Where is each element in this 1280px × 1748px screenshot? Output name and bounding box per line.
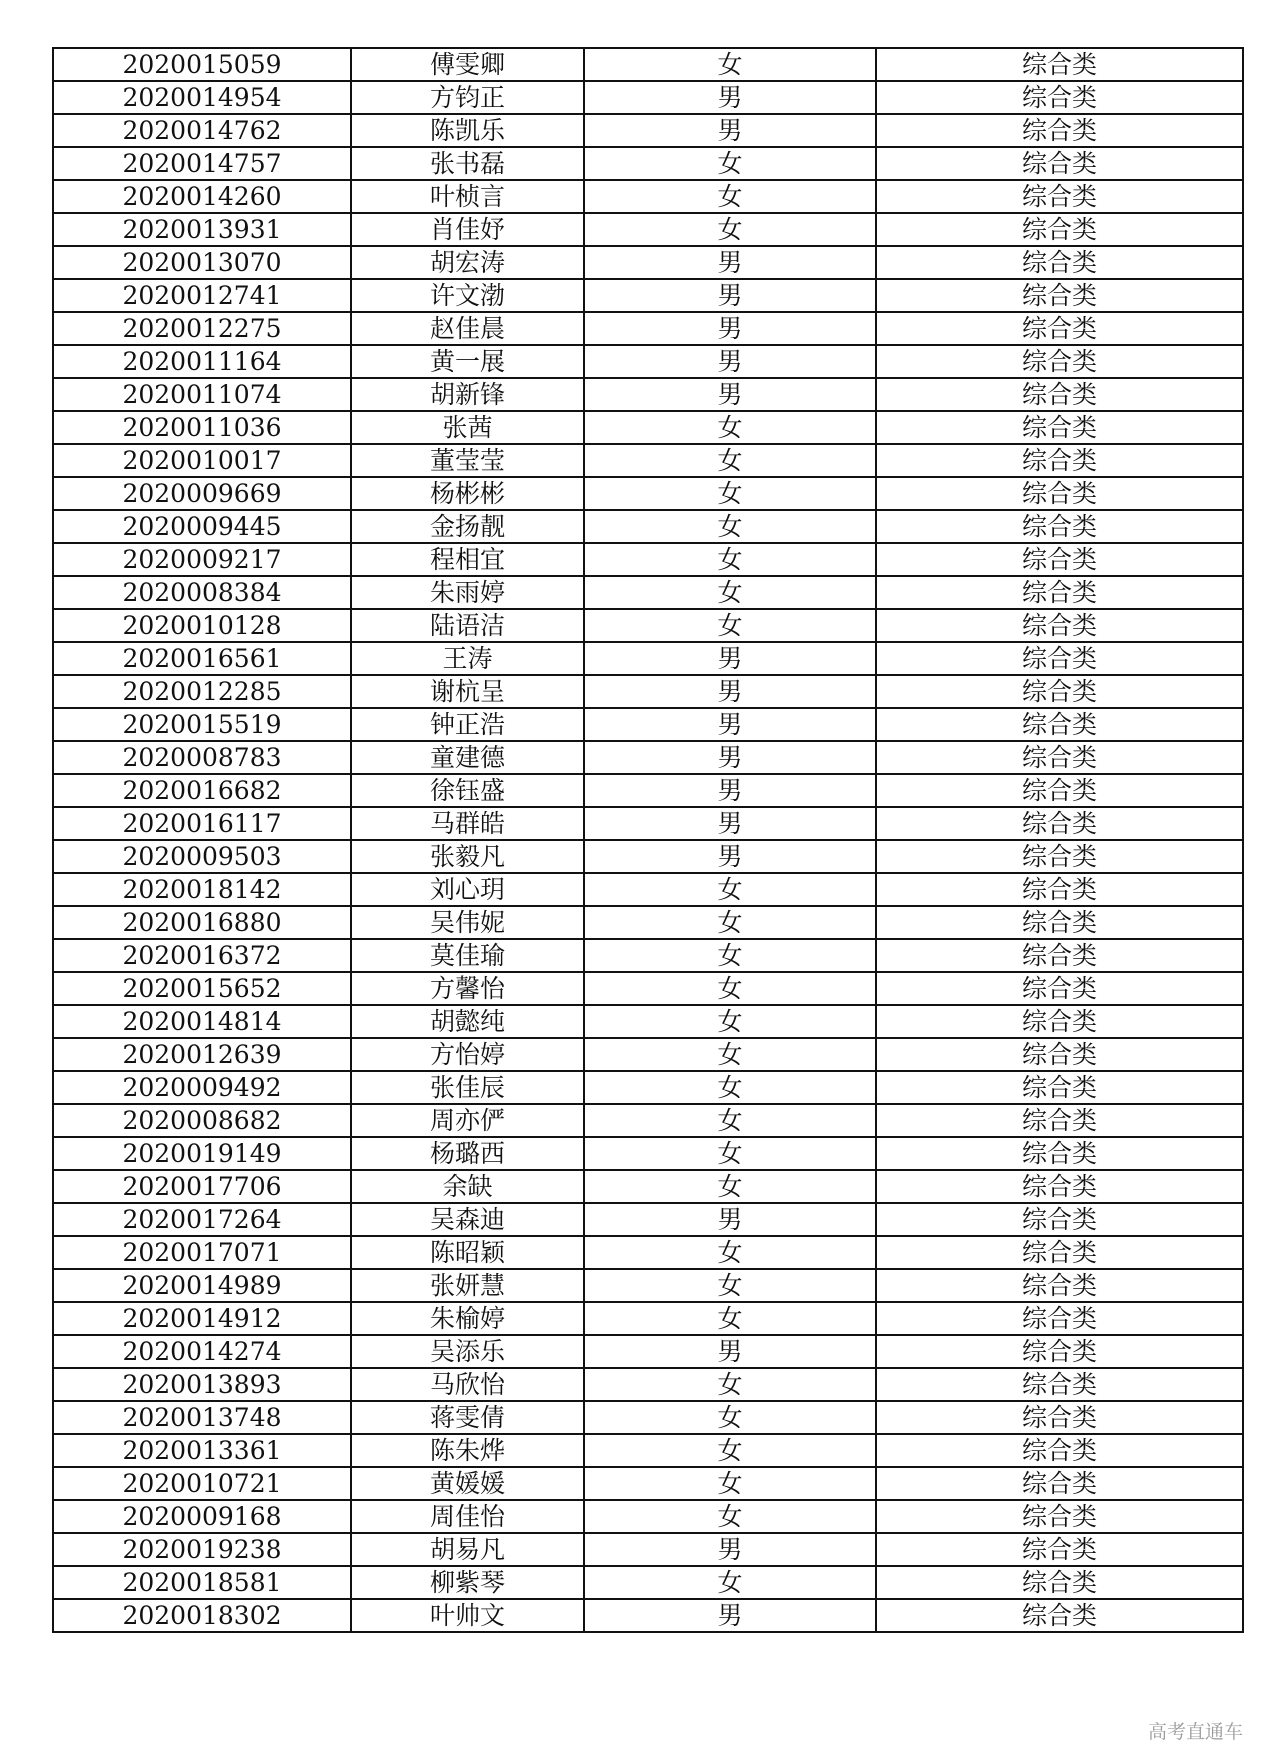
student-id-cell: 2020014954: [53, 81, 351, 114]
category-cell: 综合类: [876, 378, 1243, 411]
table-row: [53, 345, 1243, 378]
student-id-cell: 2020010721: [53, 1467, 351, 1500]
gender-cell: 女: [584, 444, 876, 477]
table-row: [53, 543, 1243, 576]
table-row: [53, 807, 1243, 840]
student-id-cell: 2020015059: [53, 48, 351, 81]
student-id-cell: 2020009445: [53, 510, 351, 543]
name-cell: 莫佳瑜: [351, 939, 584, 972]
name-cell: 钟正浩: [351, 708, 584, 741]
student-id-cell: 2020016682: [53, 774, 351, 807]
gender-cell: 女: [584, 1467, 876, 1500]
category-cell: 综合类: [876, 444, 1243, 477]
category-cell: 综合类: [876, 411, 1243, 444]
watermark-text: 高考直通车: [1148, 1721, 1244, 1743]
table-row: [53, 312, 1243, 345]
student-id-cell: 2020016880: [53, 906, 351, 939]
table-row: [53, 774, 1243, 807]
name-cell: 张佳辰: [351, 1071, 584, 1104]
category-cell: 综合类: [876, 774, 1243, 807]
name-cell: 董莹莹: [351, 444, 584, 477]
student-id-cell: 2020014274: [53, 1335, 351, 1368]
category-cell: 综合类: [876, 279, 1243, 312]
category-cell: 综合类: [876, 1038, 1243, 1071]
student-id-cell: 2020009492: [53, 1071, 351, 1104]
table-row: [53, 411, 1243, 444]
student-id-cell: 2020016561: [53, 642, 351, 675]
table-row: [53, 147, 1243, 180]
category-cell: 综合类: [876, 675, 1243, 708]
student-id-cell: 2020014989: [53, 1269, 351, 1302]
category-cell: 综合类: [876, 510, 1243, 543]
category-cell: 综合类: [876, 1269, 1243, 1302]
gender-cell: 女: [584, 1236, 876, 1269]
gender-cell: 男: [584, 81, 876, 114]
student-id-cell: 2020014762: [53, 114, 351, 147]
student-id-cell: 2020013893: [53, 1368, 351, 1401]
gender-cell: 女: [584, 906, 876, 939]
category-cell: 综合类: [876, 1335, 1243, 1368]
student-id-cell: 2020012741: [53, 279, 351, 312]
student-id-cell: 2020015652: [53, 972, 351, 1005]
name-cell: 周佳怡: [351, 1500, 584, 1533]
category-cell: 综合类: [876, 642, 1243, 675]
name-cell: 胡新锋: [351, 378, 584, 411]
student-id-cell: 2020016117: [53, 807, 351, 840]
student-id-cell: 2020018302: [53, 1599, 351, 1632]
table-row: [53, 213, 1243, 246]
category-cell: 综合类: [876, 1203, 1243, 1236]
category-cell: 综合类: [876, 1170, 1243, 1203]
name-cell: 胡易凡: [351, 1533, 584, 1566]
table-row: [53, 873, 1243, 906]
student-id-cell: 2020008384: [53, 576, 351, 609]
category-cell: 综合类: [876, 114, 1243, 147]
gender-cell: 男: [584, 279, 876, 312]
table-row: [53, 1302, 1243, 1335]
name-cell: 蒋雯倩: [351, 1401, 584, 1434]
name-cell: 余缺: [351, 1170, 584, 1203]
gender-cell: 女: [584, 1071, 876, 1104]
name-cell: 金扬靓: [351, 510, 584, 543]
name-cell: 方馨怡: [351, 972, 584, 1005]
name-cell: 张茜: [351, 411, 584, 444]
name-cell: 赵佳晨: [351, 312, 584, 345]
student-id-cell: 2020016372: [53, 939, 351, 972]
gender-cell: 女: [584, 411, 876, 444]
student-id-cell: 2020014912: [53, 1302, 351, 1335]
gender-cell: 女: [584, 1137, 876, 1170]
gender-cell: 女: [584, 972, 876, 1005]
student-id-cell: 2020017071: [53, 1236, 351, 1269]
gender-cell: 女: [584, 1269, 876, 1302]
name-cell: 傅雯卿: [351, 48, 584, 81]
name-cell: 张妍慧: [351, 1269, 584, 1302]
table-row: [53, 1203, 1243, 1236]
gender-cell: 女: [584, 1368, 876, 1401]
student-id-cell: 2020012285: [53, 675, 351, 708]
table-row: [53, 939, 1243, 972]
gender-cell: 女: [584, 576, 876, 609]
student-id-cell: 2020014757: [53, 147, 351, 180]
name-cell: 胡宏涛: [351, 246, 584, 279]
name-cell: 柳紫琴: [351, 1566, 584, 1599]
category-cell: 综合类: [876, 807, 1243, 840]
table-row: [53, 576, 1243, 609]
category-cell: 综合类: [876, 543, 1243, 576]
category-cell: 综合类: [876, 906, 1243, 939]
category-cell: 综合类: [876, 1104, 1243, 1137]
gender-cell: 女: [584, 510, 876, 543]
gender-cell: 男: [584, 345, 876, 378]
table-row: [53, 1038, 1243, 1071]
name-cell: 吴添乐: [351, 1335, 584, 1368]
category-cell: 综合类: [876, 708, 1243, 741]
category-cell: 综合类: [876, 312, 1243, 345]
gender-cell: 男: [584, 642, 876, 675]
gender-cell: 男: [584, 1533, 876, 1566]
name-cell: 陆语洁: [351, 609, 584, 642]
name-cell: 杨璐西: [351, 1137, 584, 1170]
student-id-cell: 2020013361: [53, 1434, 351, 1467]
student-id-cell: 2020011164: [53, 345, 351, 378]
student-id-cell: 2020008783: [53, 741, 351, 774]
gender-cell: 女: [584, 939, 876, 972]
student-id-cell: 2020009168: [53, 1500, 351, 1533]
gender-cell: 女: [584, 147, 876, 180]
student-id-cell: 2020015519: [53, 708, 351, 741]
category-cell: 综合类: [876, 609, 1243, 642]
name-cell: 杨彬彬: [351, 477, 584, 510]
student-id-cell: 2020012639: [53, 1038, 351, 1071]
table-row: [53, 708, 1243, 741]
category-cell: 综合类: [876, 840, 1243, 873]
name-cell: 黄一展: [351, 345, 584, 378]
name-cell: 张毅凡: [351, 840, 584, 873]
name-cell: 童建德: [351, 741, 584, 774]
gender-cell: 男: [584, 1599, 876, 1632]
category-cell: 综合类: [876, 147, 1243, 180]
table-row: [53, 1005, 1243, 1038]
gender-cell: 男: [584, 840, 876, 873]
category-cell: 综合类: [876, 741, 1243, 774]
category-cell: 综合类: [876, 1137, 1243, 1170]
gender-cell: 女: [584, 1170, 876, 1203]
gender-cell: 女: [584, 1566, 876, 1599]
student-id-cell: 2020019149: [53, 1137, 351, 1170]
name-cell: 刘心玥: [351, 873, 584, 906]
name-cell: 吴伟妮: [351, 906, 584, 939]
gender-cell: 女: [584, 1104, 876, 1137]
student-id-cell: 2020019238: [53, 1533, 351, 1566]
student-id-cell: 2020010017: [53, 444, 351, 477]
table-row: [53, 1236, 1243, 1269]
name-cell: 马群皓: [351, 807, 584, 840]
student-id-cell: 2020010128: [53, 609, 351, 642]
table-row: [53, 1434, 1243, 1467]
table-row: [53, 741, 1243, 774]
student-id-cell: 2020011036: [53, 411, 351, 444]
name-cell: 徐钰盛: [351, 774, 584, 807]
table-row: [53, 1467, 1243, 1500]
table-row: [53, 1104, 1243, 1137]
gender-cell: 女: [584, 1434, 876, 1467]
table-row: [53, 279, 1243, 312]
gender-cell: 男: [584, 378, 876, 411]
name-cell: 王涛: [351, 642, 584, 675]
name-cell: 叶桢言: [351, 180, 584, 213]
category-cell: 综合类: [876, 477, 1243, 510]
table-row: [53, 180, 1243, 213]
category-cell: 综合类: [876, 1500, 1243, 1533]
category-cell: 综合类: [876, 246, 1243, 279]
name-cell: 谢杭呈: [351, 675, 584, 708]
category-cell: 综合类: [876, 1566, 1243, 1599]
gender-cell: 女: [584, 48, 876, 81]
student-id-cell: 2020014814: [53, 1005, 351, 1038]
student-id-cell: 2020017706: [53, 1170, 351, 1203]
student-id-cell: 2020008682: [53, 1104, 351, 1137]
name-cell: 陈凯乐: [351, 114, 584, 147]
name-cell: 朱雨婷: [351, 576, 584, 609]
name-cell: 方怡婷: [351, 1038, 584, 1071]
student-id-cell: 2020013931: [53, 213, 351, 246]
gender-cell: 女: [584, 1302, 876, 1335]
name-cell: 方钧正: [351, 81, 584, 114]
name-cell: 叶帅文: [351, 1599, 584, 1632]
student-id-cell: 2020012275: [53, 312, 351, 345]
table-row: [53, 1500, 1243, 1533]
name-cell: 马欣怡: [351, 1368, 584, 1401]
table-row: [53, 642, 1243, 675]
name-cell: 吴森迪: [351, 1203, 584, 1236]
table-row: [53, 609, 1243, 642]
student-id-cell: 2020009503: [53, 840, 351, 873]
table-row: [53, 477, 1243, 510]
name-cell: 胡懿纯: [351, 1005, 584, 1038]
gender-cell: 女: [584, 609, 876, 642]
category-cell: 综合类: [876, 576, 1243, 609]
table-row: [53, 510, 1243, 543]
category-cell: 综合类: [876, 1236, 1243, 1269]
name-cell: 肖佳妤: [351, 213, 584, 246]
table-row: [53, 48, 1243, 81]
table-row: [53, 81, 1243, 114]
category-cell: 综合类: [876, 1599, 1243, 1632]
category-cell: 综合类: [876, 1434, 1243, 1467]
gender-cell: 男: [584, 312, 876, 345]
table-row: [53, 840, 1243, 873]
gender-cell: 女: [584, 1500, 876, 1533]
category-cell: 综合类: [876, 1401, 1243, 1434]
gender-cell: 女: [584, 1401, 876, 1434]
gender-cell: 男: [584, 708, 876, 741]
table-row: [53, 1599, 1243, 1632]
category-cell: 综合类: [876, 939, 1243, 972]
gender-cell: 男: [584, 246, 876, 279]
category-cell: 综合类: [876, 48, 1243, 81]
category-cell: 综合类: [876, 1368, 1243, 1401]
category-cell: 综合类: [876, 972, 1243, 1005]
student-id-cell: 2020013748: [53, 1401, 351, 1434]
category-cell: 综合类: [876, 873, 1243, 906]
name-cell: 黄媛媛: [351, 1467, 584, 1500]
category-cell: 综合类: [876, 81, 1243, 114]
student-id-cell: 2020018581: [53, 1566, 351, 1599]
table-row: [53, 444, 1243, 477]
category-cell: 综合类: [876, 1005, 1243, 1038]
category-cell: 综合类: [876, 180, 1243, 213]
gender-cell: 男: [584, 1203, 876, 1236]
name-cell: 周亦俨: [351, 1104, 584, 1137]
table-row: [53, 1137, 1243, 1170]
name-cell: 张书磊: [351, 147, 584, 180]
name-cell: 程相宜: [351, 543, 584, 576]
table-row: [53, 378, 1243, 411]
category-cell: 综合类: [876, 1302, 1243, 1335]
table-row: [53, 972, 1243, 1005]
name-cell: 陈朱烨: [351, 1434, 584, 1467]
table-row: [53, 1170, 1243, 1203]
table-row: [53, 246, 1243, 279]
gender-cell: 女: [584, 1038, 876, 1071]
gender-cell: 男: [584, 741, 876, 774]
roster-table: [52, 47, 1244, 1633]
gender-cell: 男: [584, 675, 876, 708]
gender-cell: 男: [584, 1335, 876, 1368]
gender-cell: 女: [584, 180, 876, 213]
gender-cell: 女: [584, 873, 876, 906]
student-id-cell: 2020009217: [53, 543, 351, 576]
category-cell: 综合类: [876, 1533, 1243, 1566]
table-row: [53, 675, 1243, 708]
table-row: [53, 1071, 1243, 1104]
table-row: [53, 1533, 1243, 1566]
table-row: [53, 906, 1243, 939]
table-row: [53, 1566, 1243, 1599]
student-id-cell: 2020013070: [53, 246, 351, 279]
category-cell: 综合类: [876, 1467, 1243, 1500]
student-id-cell: 2020011074: [53, 378, 351, 411]
table-row: [53, 1401, 1243, 1434]
category-cell: 综合类: [876, 213, 1243, 246]
name-cell: 陈昭颖: [351, 1236, 584, 1269]
category-cell: 综合类: [876, 345, 1243, 378]
name-cell: 朱榆婷: [351, 1302, 584, 1335]
roster-table-body: [53, 48, 1243, 1632]
name-cell: 许文渤: [351, 279, 584, 312]
table-row: [53, 1269, 1243, 1302]
category-cell: 综合类: [876, 1071, 1243, 1104]
gender-cell: 男: [584, 774, 876, 807]
student-id-cell: 2020018142: [53, 873, 351, 906]
gender-cell: 男: [584, 114, 876, 147]
table-row: [53, 114, 1243, 147]
student-id-cell: 2020014260: [53, 180, 351, 213]
student-id-cell: 2020009669: [53, 477, 351, 510]
gender-cell: 女: [584, 213, 876, 246]
gender-cell: 女: [584, 1005, 876, 1038]
gender-cell: 女: [584, 543, 876, 576]
table-row: [53, 1335, 1243, 1368]
student-id-cell: 2020017264: [53, 1203, 351, 1236]
table-row: [53, 1368, 1243, 1401]
gender-cell: 女: [584, 477, 876, 510]
gender-cell: 男: [584, 807, 876, 840]
